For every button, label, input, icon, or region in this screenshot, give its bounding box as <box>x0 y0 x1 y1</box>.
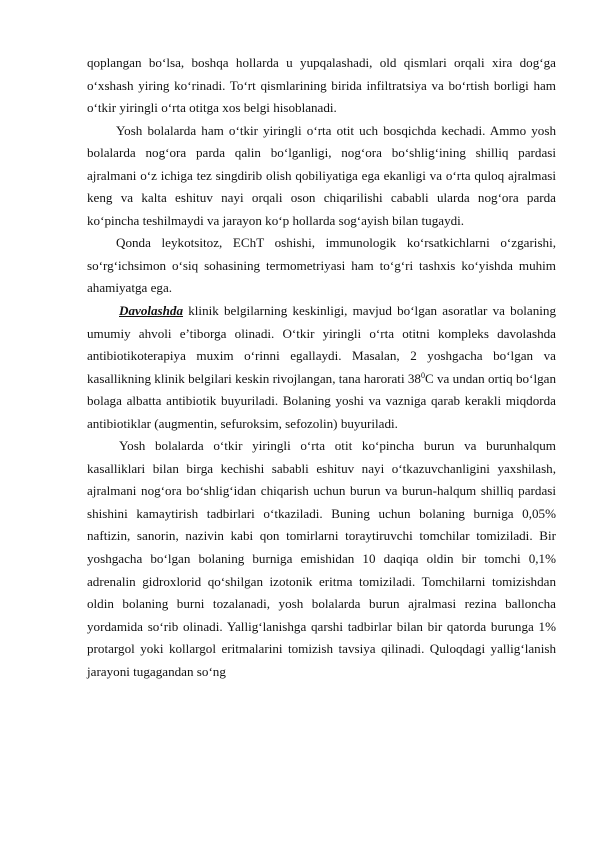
paragraph-1: qoplangan bo‘lsa, boshqa hollarda u yupqalashadi, old qismlari orqali xira dog‘ga o‘xshash yiring ko‘rinadi. To‘rt qismlarining birida infiltratsiya va bo‘rtish borligi ham o‘tkir yiringli o‘rta otitga xos belgi hisoblanadi. <box>87 55 556 116</box>
paragraph-4 <box>87 300 556 435</box>
paragraph-2: Yosh bolalarda ham o‘tkir yiringli o‘rta otit uch bosqichda kechadi. Ammo yosh bolalarda nog‘ora parda qalin bo‘lganligi, nog‘ora bo‘shlig‘ining shilliq pardasi ajralmani o‘z ichiga tez singdirib olish qobiliyatiga ega ekanligi va o‘rta quloq ajralmasi keng va kalta eshituv nayi orqali oson chiqarilishi cababli ularda nog‘ora parda ko‘pincha teshilmaydi va jarayon ko‘p hollarda sog‘ayish bilan tugaydi. <box>87 122 556 228</box>
document-body <box>87 52 556 683</box>
degree-superscript: 0 <box>420 370 425 380</box>
paragraph-5: Yosh bolalarda o‘tkir yiringli o‘rta otit ko‘pincha burun va burunhalqum kasalliklari bilan birga kechishi sababli eshituv nayi o‘tkazuvchanligini yaxshilash, ajralmani nog‘ora bo‘shlig‘idan chiqarish uchun burun va burun-halqum shilliq pardasi shishini kamaytirish tadbirlari o‘tkaziladi. Buning uchun bolaning burniga 0,05% naftizin, sanorin, nazivin kabi qon tomirlarni toraytiruvchi tomchilar tomiziladi. Bir yoshgacha bo‘lgan bolaning burniga emishidan 10 daqiqa oldin bir tomchi 0,1% adrenalin gidroxlorid qo‘shilgan izotonik eritma tomiziladi. Tomchilarni tomizishdan oldin bolaning burni tozalanadi, yosh bolalarda burun ajralmasi rezina balloncha yordamida so‘rib olinadi. Yallig‘lanishga qarshi tadbirlar bilan bir qatorda burunga 1% protargol yoki kollargol eritmalarini tomizish tavsiya qilinadi. Quloqdagi yallig‘lanish jarayoni tugagandan so‘ng <box>87 438 556 679</box>
treatment-term: Davolashda <box>119 303 184 319</box>
paragraph-3: Qonda leykotsitoz, EChT oshishi, immunologik ko‘rsatkichlarni o‘zgarishi, so‘rg‘ichsimon o‘siq sohasining termometriyasi ham to‘g‘ri tashxis ko‘yishda muhim ahamiyatga ega. <box>87 235 556 296</box>
paragraph-4-text-b: C va undan ortiq bo‘lgan bolaga albatta antibiotik buyuriladi. Bolaning yoshi va vazniga qarab kerakli miqdorda antibiotiklar (augmentin, sefuroksim, sefozolin) buyuriladi. <box>87 370 556 431</box>
paragraph-4-text-a: klinik belgilarning keskinligi, mavjud bo‘lgan asoratlar va bolaning umumiy ahvoli e’tiborga olinadi. O‘tkir yiringli o‘rta otitni kompleks davolashda antibiotikoterapiya muxim o‘rinni egallaydi. Masalan, 2 yoshgacha bo‘lgan va kasallikning klinik belgilari keskin rivojlangan, tana harorati 38 <box>87 303 556 386</box>
